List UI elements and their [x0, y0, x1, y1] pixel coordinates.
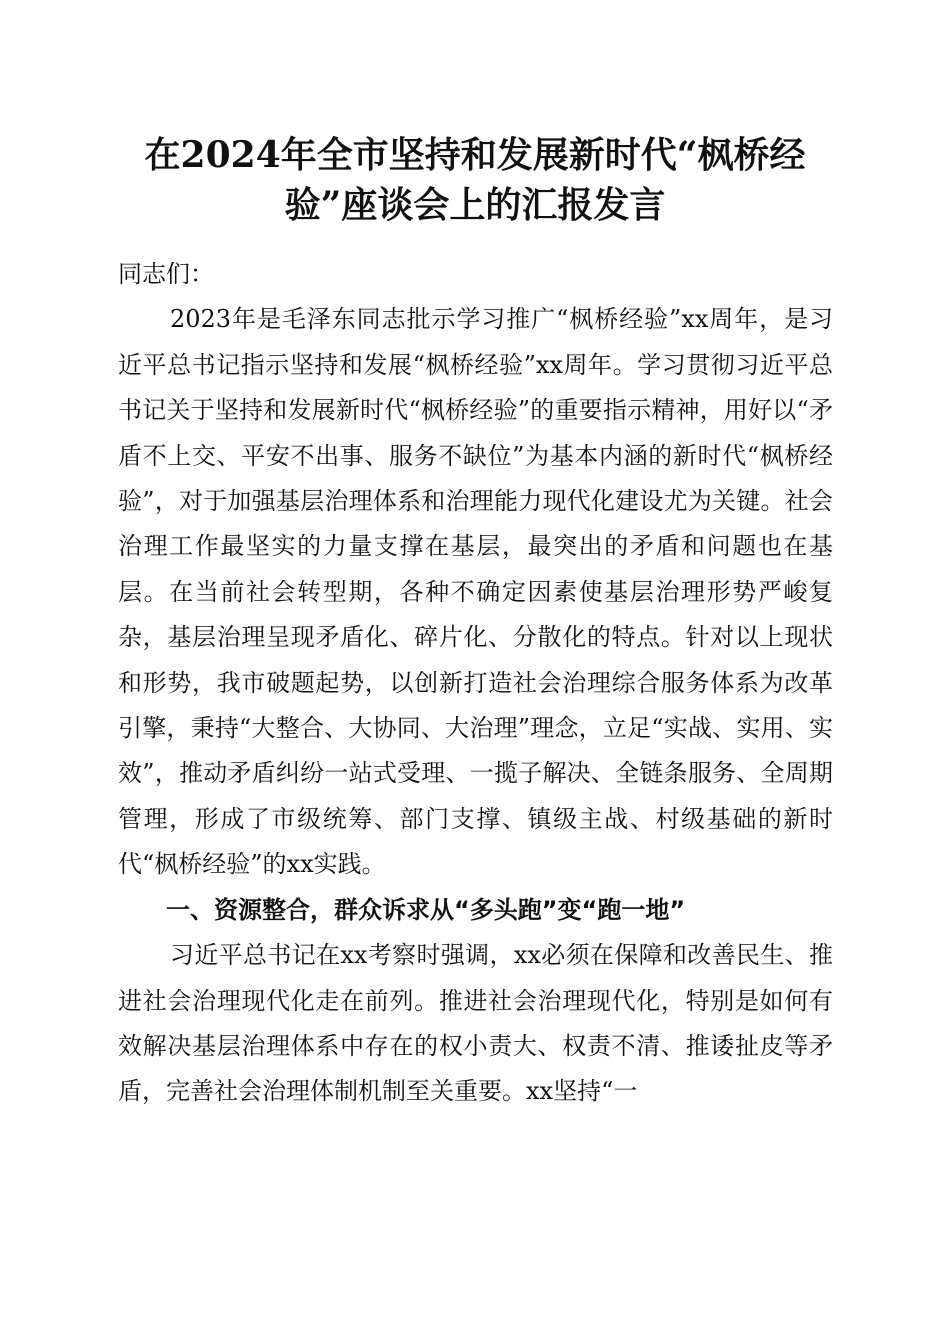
document-body: [118, 252, 833, 1115]
title-line-2: 验”座谈会上的汇报发言: [284, 184, 666, 226]
greeting: 同志们：: [118, 260, 214, 288]
paragraph-intro: 2023年是毛泽东同志批示学习推广“枫桥经验”xx周年，是习近平总书记指示坚持和发展“枫桥经验”xx周年。学习贯彻习近平总书记关于坚持和发展新时代“枫桥经验”的重要指示精神，用好以“矛盾不上交、平安不出事、服务不缺位”为基本内涵的新时代“枫桥经验”，对于加强基层治理体系和治理能力现代化建设尤为关键。社会治理工作最坚实的力量支撑在基层，最突出的矛盾和问题也在基层。在当前社会转型期，各种不确定因素使基层治理形势严峻复杂，基层治理呈现矛盾化、碎片化、分散化的特点。针对以上现状和形势，我市破题起势，以创新打造社会治理综合服务体系为改革引擎，秉持“大整合、大协同、大治理”理念，立足“实战、实用、实效”，推动矛盾纠纷一站式受理、一揽子解决、全链条服务、全周期管理，形成了市级统筹、部门支撑、镇级主战、村级基础的新时代“枫桥经验”的xx实践。: [118, 305, 833, 879]
document-title: [80, 130, 870, 230]
section-heading-1: 一、资源整合，群众诉求从“多头跑”变“跑一地”: [166, 895, 686, 924]
paragraph-section-1: 习近平总书记在xx考察时强调，xx必须在保障和改善民生、推进社会治理现代化走在前列。推进社会治理现代化，特别是如何有效解决基层治理体系中存在的权小责大、权责不清、推诿扯皮等矛盾，完善社会治理体制机制至关重要。xx坚持“一: [118, 941, 833, 1106]
title-line-1: 在2024年全市坚持和发展新时代“枫桥经: [144, 134, 806, 176]
